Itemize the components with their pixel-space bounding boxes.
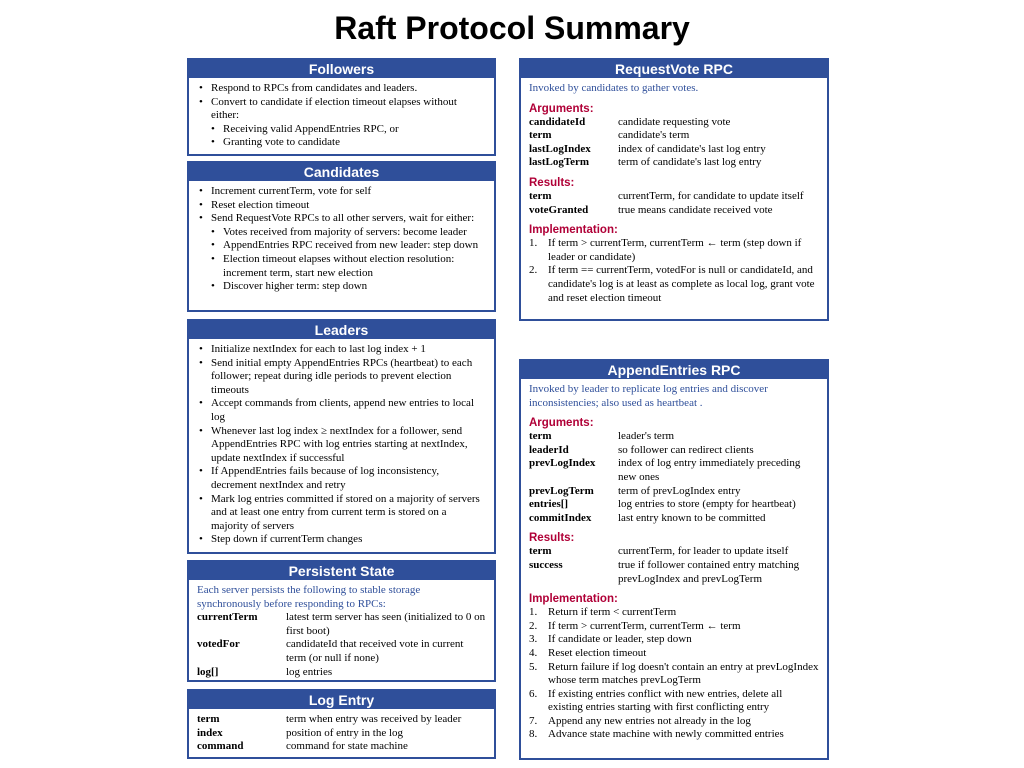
- list-item: • Step down if currentTerm changes: [197, 533, 486, 547]
- field-desc: currentTerm, for leader to update itself: [618, 545, 789, 558]
- step-text: If term > currentTerm, currentTerm ← term (step down if leader or candidate): [548, 237, 802, 263]
- step-text: If existing entries conflict with new entries, delete all existing entries starting with first conflicting entry: [548, 687, 783, 714]
- appendentries-box: [519, 359, 829, 760]
- field-row: [529, 444, 819, 458]
- field-desc: leader's term: [618, 430, 675, 443]
- field-row: [197, 713, 486, 727]
- field-name: lastLogIndex: [529, 142, 591, 155]
- list-item: • Accept commands from clients, append new entries to local log: [197, 397, 486, 424]
- leaders-header: Leaders: [189, 321, 494, 339]
- field-name: votedFor: [197, 638, 240, 651]
- list-item: 6. If existing entries conflict with new entries, delete all existing entries starting with first conflicting entry: [529, 688, 819, 715]
- step-text: Return if term < currentTerm: [548, 606, 677, 619]
- list-item: • Increment currentTerm, vote for self: [197, 185, 486, 199]
- field-desc: candidate requesting vote: [618, 115, 731, 128]
- list-item: • Granting vote to candidate: [197, 136, 486, 150]
- arguments-label: Arguments:: [529, 102, 594, 115]
- implementation-label: Implementation:: [529, 224, 618, 237]
- list-item: 7. Append any new entries not already in the log: [529, 715, 819, 729]
- field-row: [197, 740, 486, 754]
- field-row: [529, 143, 819, 157]
- field-desc: index of log entry immediately preceding new ones: [618, 457, 801, 483]
- field-name: index: [197, 726, 223, 739]
- field-desc: position of entry in the log: [286, 726, 404, 739]
- field-name: term: [529, 129, 552, 142]
- field-name: commitIndex: [529, 511, 592, 524]
- log-entry-box: [187, 689, 496, 759]
- list-item: • Reset election timeout: [197, 199, 486, 213]
- requestvote-box: [519, 58, 829, 321]
- list-item: • Send RequestVote RPCs to all other servers, wait for either:: [197, 212, 486, 226]
- log-entry-header: Log Entry: [189, 691, 494, 709]
- field-desc: index of candidate's last log entry: [618, 142, 766, 155]
- list-item: 3. If candidate or leader, step down: [529, 633, 819, 647]
- list-item: • Whenever last log index ≥ nextIndex for a follower, send AppendEntries RPC with log entries starting at nextIndex, update nextIndex if successful: [197, 425, 486, 466]
- field-desc: log entries to store (empty for heartbeat): [618, 498, 796, 511]
- persistent-state-header: Persistent State: [189, 562, 494, 580]
- followers-box: [187, 58, 496, 156]
- field-row: [529, 457, 819, 484]
- requestvote-intro: Invoked by candidates to gather votes.: [529, 82, 699, 94]
- field-name: term: [529, 545, 552, 558]
- field-row: [529, 545, 819, 559]
- list-item: • Receiving valid AppendEntries RPC, or: [197, 123, 486, 137]
- field-name: lastLogTerm: [529, 156, 590, 169]
- list-item: • Election timeout elapses without election resolution: increment term, start new election: [197, 253, 486, 280]
- field-name: command: [197, 740, 244, 753]
- field-row: [197, 727, 486, 741]
- results-label: Results:: [529, 176, 575, 189]
- field-name: term: [529, 430, 552, 443]
- field-name: log[]: [197, 665, 219, 678]
- list-item: • Respond to RPCs from candidates and leaders.: [197, 82, 486, 96]
- field-desc: true if follower contained entry matching prevLogIndex and prevLogTerm: [618, 558, 800, 585]
- field-row: [529, 498, 819, 512]
- candidates-header: Candidates: [189, 163, 494, 181]
- field-name: prevLogIndex: [529, 457, 596, 470]
- list-item: • Initialize nextIndex for each to last log index + 1: [197, 343, 486, 357]
- field-desc: last entry known to be committed: [618, 511, 766, 524]
- list-item: 1. Return if term < currentTerm: [529, 606, 819, 620]
- list-item: • Votes received from majority of servers: become leader: [197, 226, 486, 240]
- leaders-box: [187, 319, 496, 554]
- field-row: [197, 611, 486, 638]
- list-item: • Discover higher term: step down: [197, 280, 486, 294]
- list-item: 4. Reset election timeout: [529, 647, 819, 661]
- appendentries-intro: Invoked by leader to replicate log entries and discover inconsistencies; also used as heartbeat .: [529, 383, 768, 409]
- field-desc: candidateId that received vote in current term (or null if none): [286, 638, 464, 664]
- field-desc: term of prevLogIndex entry: [618, 484, 741, 497]
- field-desc: term of candidate's last log entry: [618, 156, 762, 169]
- field-row: [529, 116, 819, 130]
- field-desc: command for state machine: [286, 740, 408, 753]
- candidates-box: [187, 161, 496, 312]
- field-name: term: [529, 189, 552, 202]
- step-text: If term > currentTerm, currentTerm ← term: [548, 619, 741, 632]
- persistent-state-box: [187, 560, 496, 682]
- page-title: Raft Protocol Summary: [334, 10, 690, 46]
- appendentries-header: AppendEntries RPC: [521, 361, 827, 379]
- field-desc: so follower can redirect clients: [618, 443, 754, 456]
- step-text: Advance state machine with newly committed entries: [548, 728, 784, 741]
- field-row: [529, 512, 819, 526]
- results-label: Results:: [529, 532, 575, 545]
- list-item: 2. If term > currentTerm, currentTerm ← term: [529, 620, 819, 634]
- step-text: Append any new entries not already in the log: [548, 714, 751, 727]
- field-name: prevLogTerm: [529, 484, 594, 497]
- step-text: If term == currentTerm, votedFor is null or candidateId, and candidate's log is at least as complete as local log, grant vote and reset election timeout: [548, 264, 815, 304]
- implementation-label: Implementation:: [529, 593, 618, 606]
- field-name: currentTerm: [197, 611, 258, 624]
- field-row: [529, 204, 819, 218]
- field-row: [529, 190, 819, 204]
- field-row: [529, 156, 819, 170]
- followers-header: Followers: [189, 60, 494, 78]
- list-item: • Mark log entries committed if stored on a majority of servers and at least one entry from current term is stored on a majority of servers: [197, 493, 486, 534]
- field-desc: log entries: [286, 665, 333, 678]
- persistent-state-intro: Each server persists the following to stable storage synchronously before responding to RPCs:: [197, 584, 421, 610]
- step-text: Reset election timeout: [548, 646, 647, 659]
- field-desc: latest term server has seen (initialized to 0 on first boot): [286, 611, 486, 637]
- list-item: 5. Return failure if log doesn't contain an entry at prevLogIndex whose term matches prevLogTerm: [529, 660, 819, 687]
- step-text: If candidate or leader, step down: [548, 633, 692, 646]
- field-name: term: [197, 713, 220, 725]
- list-item: • Convert to candidate if election timeout elapses without either:: [197, 96, 486, 123]
- list-item: • AppendEntries RPC received from new leader: step down: [197, 239, 486, 253]
- field-row: [529, 129, 819, 143]
- field-name: voteGranted: [529, 203, 589, 216]
- list-item: • If AppendEntries fails because of log inconsistency, decrement nextIndex and retry: [197, 465, 486, 492]
- field-name: success: [529, 558, 563, 571]
- field-row: [529, 485, 819, 499]
- list-item: 1. If term > currentTerm, currentTerm ← term (step down if leader or candidate): [529, 237, 819, 264]
- field-row: [529, 430, 819, 444]
- list-item: 2. If term == currentTerm, votedFor is null or candidateId, and candidate's log is at least as complete as local log, grant vote and reset election timeout: [529, 264, 819, 305]
- field-name: entries[]: [529, 498, 569, 511]
- arguments-label: Arguments:: [529, 417, 594, 430]
- field-desc: currentTerm, for candidate to update itself: [618, 189, 804, 202]
- field-desc: term when entry was received by leader: [286, 713, 462, 725]
- requestvote-header: RequestVote RPC: [521, 60, 827, 78]
- field-desc: true means candidate received vote: [618, 203, 773, 216]
- field-row: [529, 559, 819, 586]
- field-desc: candidate's term: [618, 129, 690, 142]
- field-row: [197, 666, 486, 680]
- step-text: Return failure if log doesn't contain an entry at prevLogIndex whose term matches prevLogTerm: [548, 660, 819, 687]
- field-row: [197, 638, 486, 665]
- list-item: • Send initial empty AppendEntries RPCs (heartbeat) to each follower; repeat during idle periods to prevent election timeouts: [197, 357, 486, 398]
- field-name: candidateId: [529, 115, 586, 128]
- field-name: leaderId: [529, 443, 569, 456]
- list-item: 8. Advance state machine with newly committed entries: [529, 728, 819, 742]
